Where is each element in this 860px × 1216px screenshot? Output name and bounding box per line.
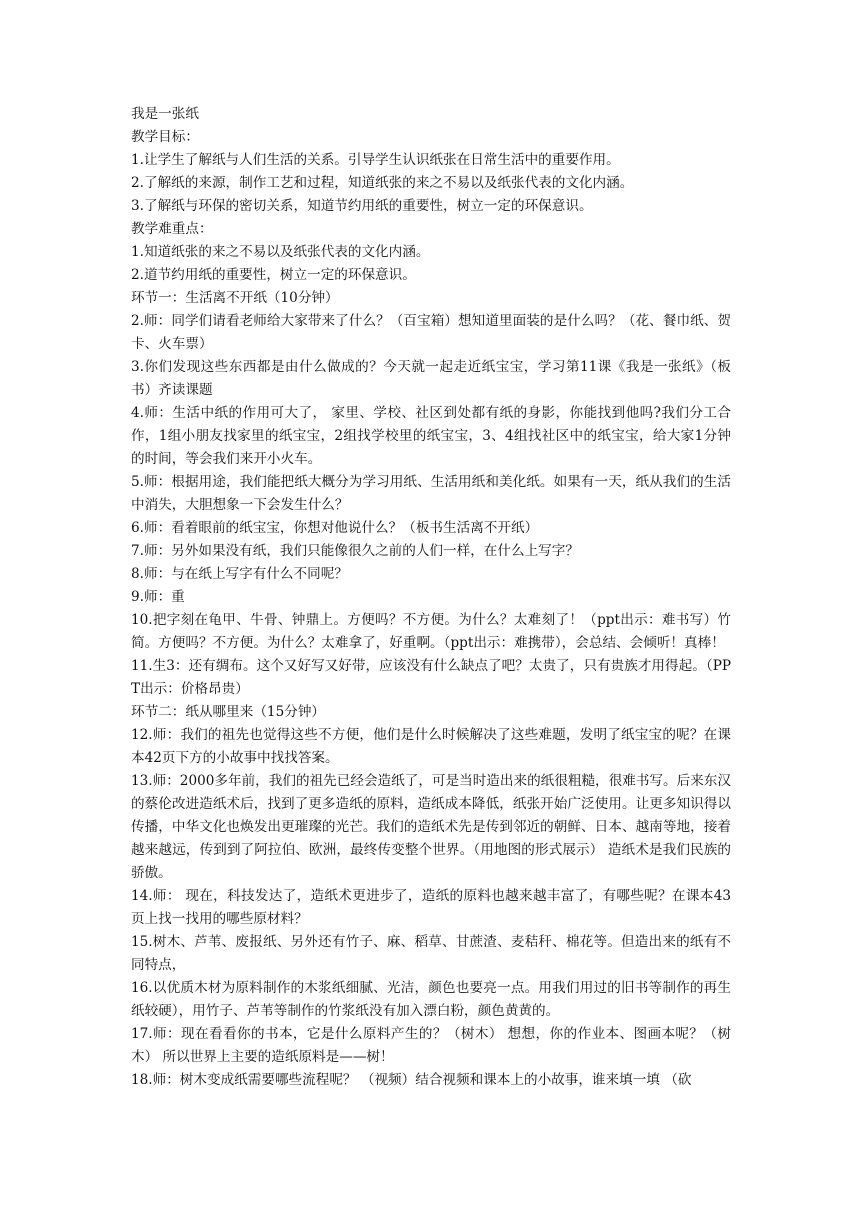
paragraph: 15.树木、芦苇、废报纸、另外还有竹子、麻、稻草、甘蔗渣、麦秸秆、棉花等。但造出来的纸有不同特点， bbox=[131, 934, 731, 973]
section-heading: 环节一：生活离不开纸（10分钟） bbox=[131, 290, 339, 306]
document-title: 我是一张纸 bbox=[131, 106, 199, 122]
paragraph: 2.道节约用纸的重要性，树立一定的环保意识。 bbox=[131, 267, 416, 283]
paragraph: 4.师：生活中纸的作用可大了， 家里、学校、社区到处都有纸的身影，你能找到他吗?我们分工合作，1组小朋友找家里的纸宝宝，2组找学校里的纸宝宝，3、4组找社区中的纸宝宝，给大家1分钟的时间，等会我们来开小火车。 bbox=[131, 405, 731, 467]
paragraph: 1.知道纸张的来之不易以及纸张代表的文化内涵。 bbox=[131, 244, 430, 260]
paragraph: 教学目标： bbox=[131, 129, 199, 145]
paragraph: 8.师：与在纸上写字有什么不同呢？ bbox=[131, 566, 348, 582]
document-body bbox=[131, 103, 731, 1092]
paragraph: 7.师：另外如果没有纸，我们只能像很久之前的人们一样，在什么上写字？ bbox=[131, 543, 579, 559]
paragraph: 14.师： 现在，科技发达了，造纸术更进步了，造纸的原料也越来越丰富了，有哪些呢？在课本43页上找一找用的哪些原材料？ bbox=[131, 888, 731, 927]
paragraph: 10.把字刻在龟甲、牛骨、钟鼎上。方便吗？不方便。为什么？太难刻了！（ppt出示：难书写）竹简。方便吗？不方便。为什么？太难拿了，好重啊。（ppt出示：难携带），会总结、会倾听！真棒！ bbox=[131, 612, 731, 651]
paragraph: 16.以优质木材为原料制作的木浆纸细腻、光洁，颜色也要亮一点。用我们用过的旧书等制作的再生纸较硬），用竹子、芦苇等制作的竹浆纸没有加入漂白粉，颜色黄黄的。 bbox=[131, 980, 731, 1019]
paragraph: 12.师：我们的祖先也觉得这些不方便，他们是什么时候解决了这些难题，发明了纸宝宝的呢？在课本42页下方的小故事中找找答案。 bbox=[131, 727, 731, 766]
paragraph: 教学难重点： bbox=[131, 221, 213, 237]
paragraph: 18.师：树木变成纸需要哪些流程呢？ （视频）结合视频和课本上的小故事，谁来填一填 （砍 bbox=[131, 1072, 692, 1088]
paragraph: 2.了解纸的来源，制作工艺和过程，知道纸张的来之不易以及纸张代表的文化内涵。 bbox=[131, 175, 634, 191]
paragraph: 13.师：2000多年前，我们的祖先已经会造纸了，可是当时造出来的纸很粗糙，很难书写。后来东汉的蔡伦改进造纸术后，找到了更多造纸的原料，造纸成本降低，纸张开始广泛使用。让更多知识得以传播，中华文化也焕发出更璀璨的光芒。我们的造纸术先是传到邻近的朝鲜、日本、越南等地，接着越来越远，传到到了阿拉伯、欧洲，最终传变整个世界。（用地图的形式展示） 造纸术是我们民族的骄傲。 bbox=[131, 773, 731, 881]
paragraph: 9.师：重 bbox=[131, 589, 185, 605]
section-heading: 环节二：纸从哪里来（15分钟） bbox=[131, 704, 326, 720]
paragraph: 2.师：同学们请看老师给大家带来了什么？（百宝箱）想知道里面装的是什么吗？（花、餐巾纸、贺卡、火车票） bbox=[131, 313, 731, 352]
paragraph: 3.你们发现这些东西都是由什么做成的？今天就一起走近纸宝宝，学习第11课《我是一张纸》（板书）齐读课题 bbox=[131, 359, 731, 398]
paragraph: 5.师：根据用途，我们能把纸大概分为学习用纸、生活用纸和美化纸。如果有一天，纸从我们的生活中消失，大胆想象一下会发生什么？ bbox=[131, 474, 731, 513]
paragraph: 1.让学生了解纸与人们生活的关系。引导学生认识纸张在日常生活中的重要作用。 bbox=[131, 152, 620, 168]
paragraph: 17.师：现在看看你的书本，它是什么原料产生的？（树木） 想想，你的作业本、图画本呢？（树木） 所以世界上主要的造纸原料是——树！ bbox=[131, 1026, 731, 1065]
paragraph: 6.师：看着眼前的纸宝宝，你想对他说什么？（板书生活离不开纸） bbox=[131, 520, 539, 536]
paragraph: 3.了解纸与环保的密切关系，知道节约用纸的重要性，树立一定的环保意识。 bbox=[131, 198, 593, 214]
paragraph: 11.生3：还有绸布。这个又好写又好带，应该没有什么缺点了吧？太贵了，只有贵族才用得起。（PPT出示：价格昂贵） bbox=[131, 658, 731, 697]
